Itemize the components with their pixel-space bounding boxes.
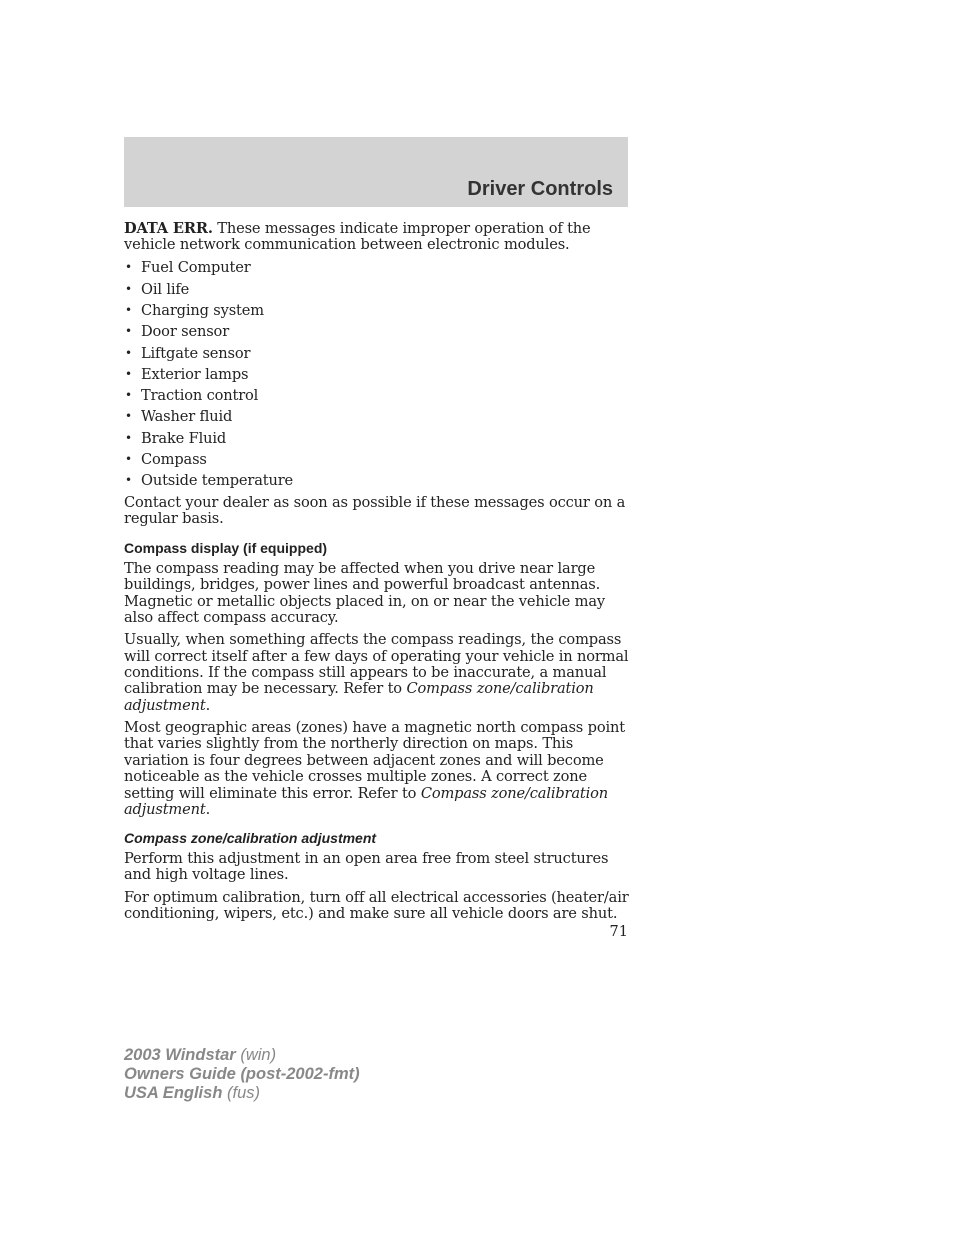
compass-display-heading: Compass display (if equipped) xyxy=(124,540,328,557)
list-item-label: Washer fluid xyxy=(141,408,233,426)
page-content xyxy=(124,221,630,928)
data-err-label: DATA ERR. xyxy=(124,220,213,237)
list-item-label: Oil life xyxy=(141,280,190,298)
bullet-icon: • xyxy=(125,302,132,317)
list-item-label: Compass xyxy=(141,450,207,468)
bullet-icon: • xyxy=(125,388,132,403)
list-item xyxy=(124,364,630,385)
list-item-label: Traction control xyxy=(141,387,259,405)
page-number: 71 xyxy=(609,924,628,940)
bullet-icon: • xyxy=(125,451,132,466)
list-item xyxy=(124,428,630,449)
list-item-label: Fuel Computer xyxy=(141,259,251,277)
compass-zone-paragraph-2: For optimum calibration, turn off all electrical accessories (heater/air conditioning, wipers, etc.) and make sure all vehicle doors are shut. xyxy=(124,888,629,922)
list-item xyxy=(124,470,630,491)
bullet-icon: • xyxy=(125,473,132,488)
data-err-text: These messages indicate improper operation of the vehicle network communication between electronic modules. xyxy=(124,220,591,254)
bullet-icon: • xyxy=(125,409,132,424)
data-err-paragraph xyxy=(124,221,630,254)
compass-display-paragraph-2 xyxy=(124,632,630,714)
bullet-icon: • xyxy=(125,281,132,296)
list-item-label: Door sensor xyxy=(141,323,230,341)
paragraph-text: Most geographic areas (zones) have a magnetic north compass point that varies slightly from the northerly direction on maps. This variation is four degrees between adjacent zones and will become noticeable as the vehicle crosses multiple zones. A correct zone setting will eliminate this error. Refer to xyxy=(124,719,625,802)
footer-line-1 xyxy=(124,1046,360,1065)
list-item-label: Liftgate sensor xyxy=(141,344,251,362)
list-item-label: Charging system xyxy=(141,301,264,319)
cross-reference: Compass zone/calibration adjustment xyxy=(124,680,594,714)
list-item-label: Brake Fluid xyxy=(141,429,227,447)
list-item xyxy=(124,343,630,364)
list-item xyxy=(124,449,630,470)
bullet-icon: • xyxy=(125,260,132,275)
list-item xyxy=(124,385,630,406)
bullet-icon: • xyxy=(125,324,132,339)
paragraph-end: . xyxy=(205,801,211,819)
paragraph-end: . xyxy=(205,696,211,714)
error-module-list xyxy=(124,257,630,491)
compass-display-paragraph-3 xyxy=(124,720,630,818)
compass-zone-paragraph-1: Perform this adjustment in an open area free from steel structures and high voltage lines. xyxy=(124,849,609,884)
document-footer xyxy=(124,1046,360,1103)
contact-dealer-paragraph: Contact your dealer as soon as possible if these messages occur on a regular basis. xyxy=(124,493,626,527)
paragraph-text: Usually, when something affects the compass readings, the compass will correct itself after a few days of operating your vehicle in normal conditions. If the compass still appears to be inaccurate, a manual calibration may be necessary. Refer to xyxy=(124,631,629,698)
compass-zone-heading: Compass zone/calibration adjustment xyxy=(124,830,377,847)
footer-line-3 xyxy=(124,1084,360,1103)
section-title: Driver Controls xyxy=(467,178,613,200)
bullet-icon: • xyxy=(125,430,132,445)
list-item xyxy=(124,257,630,278)
footer-guide: Owners Guide (post-2002-fmt) xyxy=(124,1065,360,1083)
bullet-icon: • xyxy=(125,345,132,360)
cross-reference: Compass zone/calibration adjustment xyxy=(124,784,609,819)
footer-language-code: (fus) xyxy=(227,1084,260,1102)
bullet-icon: • xyxy=(125,366,132,381)
compass-display-paragraph-1: The compass reading may be affected when you drive near large buildings, bridges, power lines and powerful broadcast antennas. Magnetic or metallic objects placed in, on or near the vehicle may also affect compass accuracy. xyxy=(124,559,605,627)
list-item xyxy=(124,321,630,342)
list-item-label: Exterior lamps xyxy=(141,365,249,383)
footer-model-code: (win) xyxy=(240,1046,277,1064)
list-item xyxy=(124,406,630,427)
footer-model: 2003 Windstar xyxy=(124,1046,236,1064)
footer-language: USA English xyxy=(124,1084,223,1102)
list-item xyxy=(124,300,630,321)
section-header-band xyxy=(124,137,628,207)
list-item xyxy=(124,279,630,300)
footer-line-2 xyxy=(124,1065,360,1084)
list-item-label: Outside temperature xyxy=(141,472,294,490)
